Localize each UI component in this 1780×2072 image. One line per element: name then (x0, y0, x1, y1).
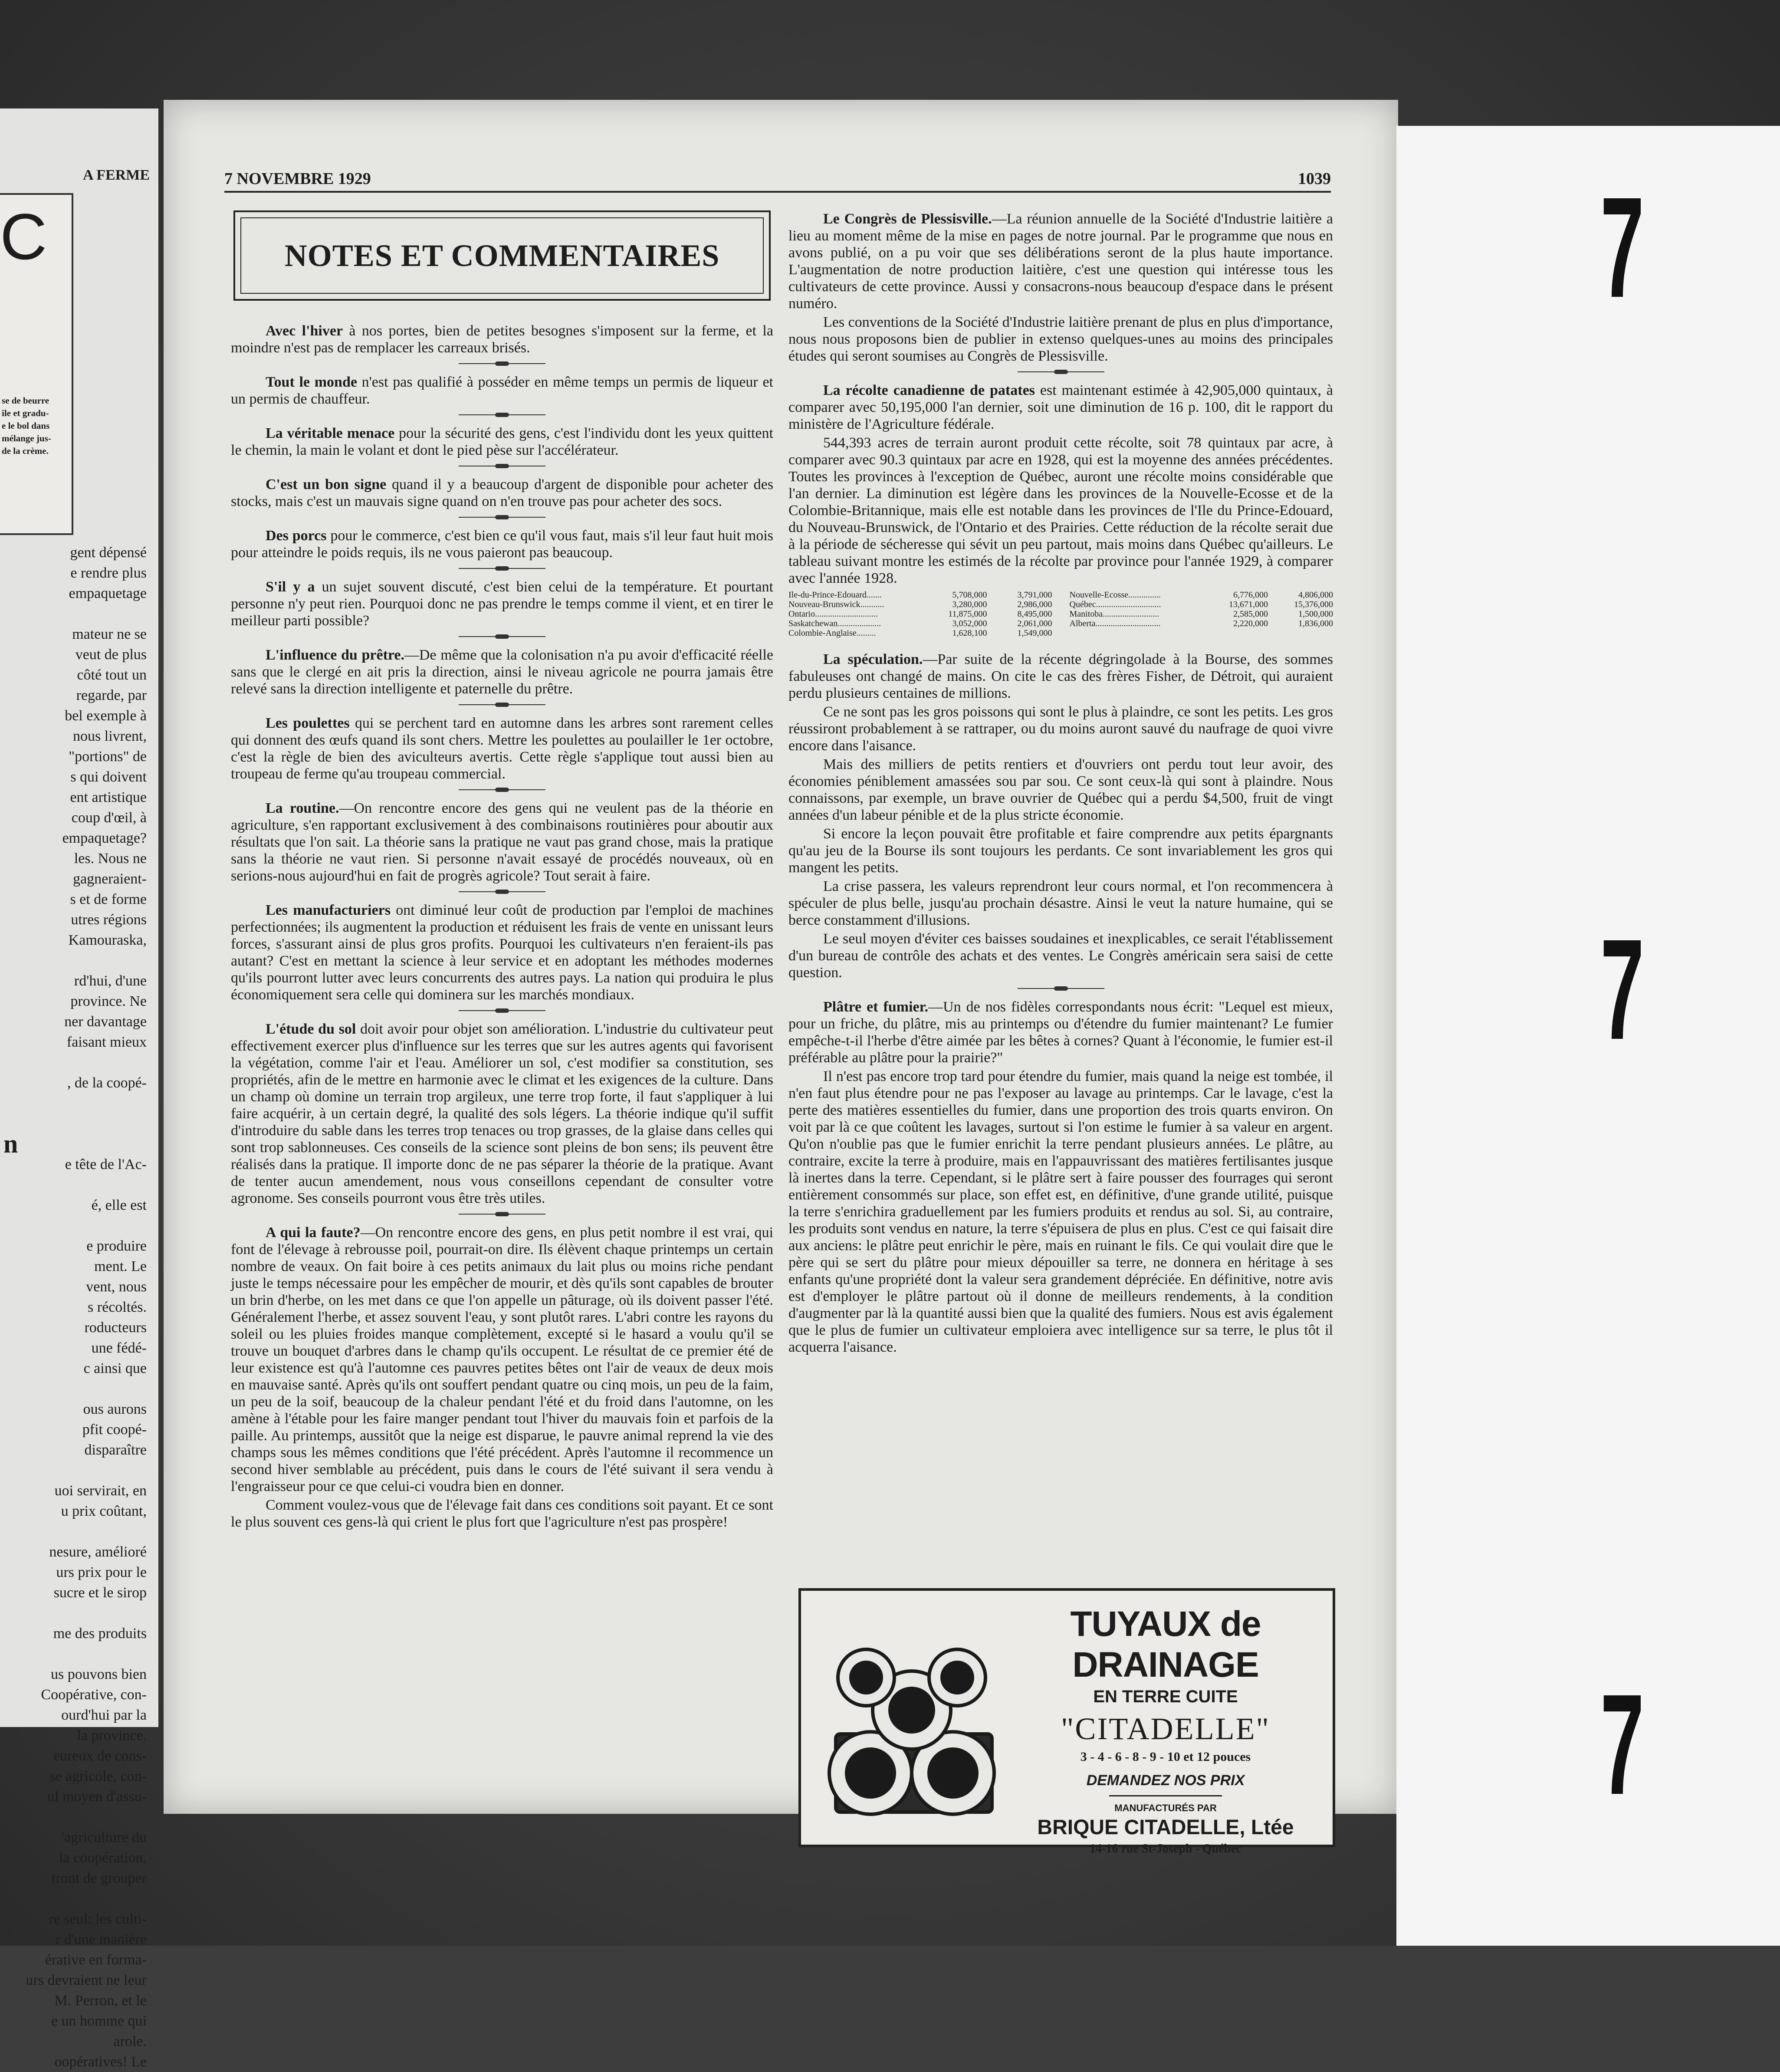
fragment-line: , de la coopé- (67, 1075, 147, 1091)
fragment-line: c ainsi que (83, 1360, 147, 1376)
line-gap (3, 1113, 147, 1134)
article-paragraph (231, 374, 773, 407)
fragment-line: e un homme qui (51, 2013, 147, 2029)
scan-target-strip (1396, 126, 1780, 1946)
box-text-line: ile et gradu- (2, 408, 49, 418)
fragment-line: e rendre plus (70, 565, 147, 581)
ornament-divider (459, 886, 545, 897)
fragment-heading: n (3, 1130, 18, 1158)
article-text: Il n'est pas encore trop tard pour étendre du fumier, mais quand la neige est tombée, il n'en faut plus étendre pour ne pas l'exposer au lavage au printemps. Car le lavage, c'est la perte des matières essentielles du fumier, dans une proportion des trois quarts environ. On voit par là ce que coûtent les lavages, surtout si l'on estime le fumier à sa valeur en argent. Qu'on n'oublie pas que le fumier enrichit la terre pendant plusieurs années. Le plâtre, au contraire, excite la terre à produire, mais en l'appauvrissant des matières fertilisantes jusque là inertes dans la terre. Cependant, si le plâtre sert à faire pousser des fourrages qui seront entièrement consommés sur place, son effet est, en définitive, d'une grande utilité, puisque la terre s'enrichira graduellement par les fumiers produits et rendus au sol. Si, au contraire, les produits sont vendus en nature, la terre s'épuisera de plus en plus. C'est ce qui faisait dire aux anciens: le plâtre peut enrichir le père, mais en ruinant le fils. Ce qui voulait dire que le père qui se sert du plâtre pour mieux dépouiller sa terre, ne donnera en héritage à ses enfants qu'une propriété dont la valeur sera grandement dépréciée. En définitive, notre avis est d'employer le plâtre partout où il donne de meilleurs rendements, à la condition d'augmenter par là la quantité aussi bien que la qualité des fumiers. Nous est avis également que le plus de fumier un cultivateur emploiera avec intelligence sur sa terre, le plus tôt il acquerra l'aisance. (788, 1068, 1333, 1355)
line-gap (3, 1521, 147, 1542)
previous-page-box-text (2, 394, 67, 457)
stats-1929: 2,220,000 (1233, 619, 1268, 628)
ad-maker: BRIQUE CITADELLE, Ltée (1037, 1816, 1294, 1839)
stats-1928: 2,061,000 (1017, 619, 1052, 628)
line-gap (3, 1807, 147, 1827)
article-paragraph (788, 314, 1333, 364)
ad-sizes: 3 - 4 - 6 - 8 - 9 - 10 et 12 pouces (1080, 1750, 1251, 1764)
article-paragraph (231, 476, 773, 510)
line-gap (3, 950, 147, 971)
previous-page-box (0, 193, 73, 535)
stats-province: Manitoba.......................... (1069, 609, 1159, 619)
article-text: pour le commerce, c'est bien ce qu'il vous faut, mais s'il leur faut huit mois pour atteindre le poids requis, ils ne vous paieront pas beaucoup. (231, 528, 774, 561)
fragment-line: M. Perron, et le (54, 1993, 147, 2009)
fragment-line: sucre et le sirop (53, 1585, 147, 1601)
ad-call-to-action: DEMANDEZ NOS PRIX (1086, 1772, 1245, 1789)
article-paragraph (788, 651, 1333, 702)
target-mark-7: 7 (1600, 1664, 1644, 1824)
article-text: —On rencontre encore des gens qui ne veulent pas de la théorie en agriculture, s'en rapportant exclusivement à des combinaisons routinières pour aboutir aux résultats que l'on sait. La théorie sans la pratique ne vaut pas grand chose, mais la pratique sans la théorie ne vaut rien. Si personne n'avait essayé de procédés nouveaux, où en serions-nous aujourd'hui en fait de progrès agricole? Tout serait à faire. (231, 800, 773, 884)
line-gap (3, 1052, 147, 1073)
stats-row (1070, 600, 1333, 609)
article-paragraph (788, 1068, 1333, 1356)
previous-page-text (3, 542, 147, 2072)
right-column (788, 210, 1333, 1357)
fragment-line: ul moyen d'assu- (47, 1789, 147, 1805)
stats-row (1070, 619, 1333, 628)
fragment-line: é, elle est (91, 1197, 147, 1213)
section-title: NOTES ET COMMENTAIRES (240, 217, 764, 294)
article-text: Mais des milliers de petits rentiers et d'ouvriers ont perdu tout leur avoir, des économies péniblement amassées sou par sou. Ce sont ceux-là qui sont à plaindre. Nous connaissons, par exemple, un brave ouvrier de Québec qui a perdu $4,500, fruit de vingt années d'un labeur pénible et de la plus stricte économie. (788, 756, 1333, 823)
target-mark-7: 7 (1600, 909, 1644, 1069)
line-gap (3, 1603, 147, 1623)
fragment-line: ourd'hui par la (61, 1707, 147, 1723)
fragment-line: rd'hui, d'une (74, 973, 147, 989)
article-paragraph (231, 1021, 773, 1207)
stats-1929: 5,708,000 (952, 590, 987, 600)
article-text: pour la sécurité des gens, c'est l'individu dont les yeux quittent le chemin, la main le volant et dont le pied pèse sur l'accélérateur. (231, 425, 773, 458)
article-lead: Des porcs (266, 528, 327, 544)
ad-maker-label: MANUFACTURÉS PAR (1114, 1803, 1217, 1813)
article-paragraph (788, 756, 1333, 824)
fragment-line: ous aurons (83, 1401, 147, 1417)
article-paragraph (231, 902, 773, 1003)
fragment-line: Coopérative, con- (41, 1687, 147, 1703)
fragment-line: ner davantage (64, 1014, 147, 1030)
fragment-line: eureux de cons- (53, 1748, 147, 1764)
potato-stats-table (788, 590, 1333, 638)
stats-row (1070, 609, 1333, 619)
stats-1928: 1,836,000 (1298, 619, 1333, 628)
box-text-line: mélange jus- (2, 433, 51, 443)
fragment-line: province. Ne (70, 993, 147, 1009)
ornament-divider (459, 699, 545, 710)
article-lead: Les poulettes (266, 715, 350, 731)
newspaper-page (164, 100, 1398, 1855)
fragment-line: érative en forma- (45, 1952, 147, 1968)
ornament-divider (459, 784, 545, 795)
box-text-line: se de beurre (2, 395, 49, 406)
fragment-line: ment. Le (94, 1258, 147, 1274)
fragment-line: faisant mieux (66, 1034, 147, 1050)
stats-province: Alberta.............................. (1069, 619, 1161, 628)
page-date: 7 NOVEMBRE 1929 (224, 170, 371, 188)
line-gap (3, 1460, 147, 1481)
ornament-divider (459, 631, 545, 642)
fragment-line: re seul: les culti- (49, 1911, 147, 1927)
article-text: doit avoir pour objet son amélioration. L'industrie du cultivateur peut effectivement exercer plus d'influence sur les terres que sur les autres agents qui favorisent la végétation, comme l'air et l'eau. Améliorer un sol, c'est modifier sa constitution, ses propriétés, afin de le mettre en harmonie avec le climat et les exigences de la culture. Dans un champ où domine un terrain trop argileux, une terre trop forte, il faut s'appliquer à lui faire acquérir, à un certain degré, la qualité des sols légers. La théorie indique qu'il suffit d'introduire du sable dans les terres trop tenaces ou trop grasses, de la glaise dans celles qui sont trop sablonneuses. Ces conseils de la science sont pleins de bon sens; ils peuvent être réalisés dans la pratique. Il importe donc de ne pas séparer la théorie de la pratique. Avant de tenter aucun amendement, nous vous conseillons cependant de consulter votre agronome. Ses conseils pourront vous être très utiles. (231, 1021, 773, 1206)
stats-1929: 6,776,000 (1233, 590, 1268, 600)
fragment-line: la coopération, (59, 1850, 147, 1866)
fragment-line: vent, nous (86, 1279, 147, 1295)
article-paragraph (231, 527, 773, 561)
article-text: ont diminué leur coût de production par l'emploi de machines perfectionnées; ils augmentent la production et réduisent les frais de vente en unissant leurs forces, s'assurant ainsi de plus gros profits. Pourquoi les cultivateurs n'en feraient-ils pas autant? C'est en mettant la science à leur service et en adoptant les méthodes modernes qu'ils pourront lutter avec leurs concurrents des autres pays. La nation qui produira le plus économiquement sera celle qui dominera sur les marchés mondiaux. (231, 902, 773, 1003)
fragment-line: oopératives! Le (54, 2054, 147, 2070)
left-column (231, 210, 773, 1532)
article-paragraph (788, 703, 1333, 754)
stats-province: Saskatchewan.................... (788, 619, 881, 628)
article-lead: S'il y a (266, 579, 315, 595)
article-text: La crise passera, les valeurs reprendront leur cours normal, et l'on recommencera à spéculer de plus belle, jusqu'au prochain désastre. Ainsi le veut la nature humaine, qui se berce constamment d'illusions. (788, 878, 1333, 928)
article-text: —De même que la colonisation n'a pu avoir d'efficacité réelle sans que le clergé en ait pris la direction, ainsi le niveau agricole ne pourra jamais être relevé sans la direction intelligente et paternelle du prêtre. (231, 647, 773, 697)
section-title-box (233, 210, 771, 301)
article-paragraph (231, 322, 773, 356)
article-lead: L'influence du prêtre. (266, 647, 404, 663)
article-paragraph (788, 825, 1333, 876)
fragment-line: côté tout un (77, 667, 147, 683)
fragment-line: tront de grouper (51, 1870, 147, 1886)
article-lead: La véritable menace (266, 425, 395, 441)
ad-text (1009, 1604, 1322, 1856)
fragment-line: "portions" de (69, 749, 147, 765)
fragment-line: s récoltés. (88, 1299, 147, 1315)
article-text: Les conventions de la Société d'Industrie laitière prenant de plus en plus d'importance, nous nous proposons bien de publier in extenso quelques-unes au moins des principales études qui seront soumises au Congrès de Plessisville. (788, 314, 1333, 364)
fragment-line: empaquetage? (62, 830, 147, 846)
stats-1928: 4,806,000 (1298, 590, 1333, 600)
fragment-line: nesure, amélioré (49, 1544, 147, 1560)
article-lead: La spéculation. (823, 651, 923, 667)
article-text: n'est pas qualifié à posséder en même temps un permis de liqueur et un permis de chauffeur. (231, 374, 773, 407)
line-gap (3, 1093, 147, 1113)
stats-row (788, 609, 1052, 619)
fragment-line: regarde, par (76, 687, 147, 703)
stats-province: Québec.............................. (1069, 600, 1161, 609)
stats-province: Ontario............................. (788, 609, 878, 619)
article-paragraph (231, 800, 773, 884)
fragment-line: gent dépensé (70, 545, 147, 561)
article-lead: Les manufacturiers (266, 902, 391, 918)
article-paragraph (231, 1224, 773, 1495)
stats-row (788, 600, 1052, 609)
article-paragraph (788, 998, 1333, 1066)
stats-1928: 8,495,000 (1017, 609, 1052, 619)
article-text: qui se perchent tard en automne dans les arbres sont rarement celles qui donnent des œufs quand ils sont chers. Mettre les poulettes au poulailler le 1er octobre, c'est la règle de bien des aviculteurs avertis. Cette règle s'applique tout aussi bien au troupeau de ferme qu'au troupeau commercial. (231, 715, 773, 782)
article-text: 544,393 acres de terrain auront produit cette récolte, soit 78 quintaux par acre, à comparer avec 90.3 quintaux par acre en 1928, qui est la moyenne des années précédentes. Toutes les provinces à l'exception de Québec, auront une récolte moins considérable que l'an dernier. La diminution est légère dans les provinces de la Nouvelle-Ecosse et de la Colombie-Britannique, mais elle est notable dans les provinces de l'Ile du Prince-Edouard, du Nouveau-Brunswick, de l'Ontario et des Prairies. Cette réduction de la récolte serait due à la période de sécheresse qui sévit un peu partout, mais moins dans Québec qu'ailleurs. Le tableau suivant montre les estimés de la récolte par province pour l'année 1929, à comparer avec l'année 1928. (788, 435, 1333, 586)
left-column-articles (231, 322, 773, 1530)
ornament-divider (459, 460, 545, 472)
article-lead: Tout le monde (266, 374, 357, 390)
stats-1928: 3,791,000 (1017, 590, 1052, 600)
fragment-line: une fédé- (91, 1340, 147, 1356)
fragment-line: pfit coopé- (82, 1422, 147, 1438)
article-paragraph (231, 1497, 773, 1530)
article-text: quand il y a beaucoup d'argent de disponible pour acheter des stocks, mais c'est un mauvais signe quand on n'en trouve pas pour acheter des socs. (231, 476, 773, 509)
line-gap (3, 604, 147, 624)
stats-row (1070, 590, 1333, 600)
drainage-pipe-advertisement (798, 1588, 1335, 1855)
stats-province: Nouveau-Brunswick........... (788, 600, 884, 609)
page-header (224, 169, 1331, 193)
fragment-line: roducteurs (84, 1320, 147, 1336)
ornament-divider (1018, 983, 1104, 994)
article-paragraph (788, 210, 1333, 312)
article-text: Si encore la leçon pouvait être profitable et faire comprendre aux petits épargnants qu'au jeu de la Bourse ils sont toujours les perdants. Ce sont invariablement les gros qui mangent les petits. (788, 826, 1333, 876)
article-paragraph (231, 647, 773, 697)
fragment-line: la province. (77, 1727, 147, 1744)
ad-rule (1109, 1795, 1222, 1796)
fragment-line: coup d'œil, à (71, 810, 147, 826)
fragment-line: 'agriculture du (62, 1829, 147, 1845)
fragment-line: me des produits (53, 1625, 147, 1642)
fragment-line: se agricole, con- (49, 1768, 147, 1784)
article-lead: La récolte canadienne de patates (823, 382, 1035, 398)
line-gap (3, 1379, 147, 1399)
article-text: —Par suite de la récente dégringolade à la Bourse, des sommes fabuleuses ont changé de mains. On cite le cas des frères Fisher, de Détroit, qui auraient perdu plusieurs centaines de millions. (788, 651, 1333, 701)
article-lead: Avec l'hiver (266, 323, 343, 339)
article-lead: L'étude du sol (266, 1021, 356, 1037)
stats-row (788, 590, 1052, 600)
article-text: Le seul moyen d'éviter ces baisses soudaines et inexplicables, ce serait l'établissement d'un bureau de contrôle des achats et des ventes. Le Congrès américain sera saisi de cette question. (788, 931, 1333, 981)
stats-1928: 1,549,000 (1017, 628, 1052, 638)
previous-page-fragment (0, 108, 158, 2070)
article-text: à nos portes, bien de petites besognes s'imposent sur la ferme, et la moindre n'est pas de remplacer les carreaux brisés. (231, 323, 773, 356)
box-text-line: e le bol dans (2, 420, 50, 431)
ornament-divider (459, 512, 545, 523)
stats-1929: 13,671,000 (1229, 600, 1268, 609)
ornament-divider (459, 409, 545, 420)
article-speculation (788, 651, 1333, 981)
stats-1928: 15,376,000 (1294, 600, 1333, 609)
fragment-line: bel exemple à (65, 708, 147, 724)
stats-province: Nouvelle-Ecosse............... (1069, 590, 1161, 600)
stats-province: Ile-du-Prince-Edouard....... (788, 590, 882, 600)
line-gap (3, 1215, 147, 1236)
fragment-line: ent artistique (70, 789, 147, 805)
stats-1928: 1,500,000 (1298, 609, 1333, 619)
article-text: —La réunion annuelle de la Société d'Industrie laitière a lieu au moment même de la mise en pages de notre journal. Par le programme que nous en avons publié, on a pu voir que ses délibérations seront de la plus haute importance. L'augmentation de notre production laitière, c'est une question qui intéresse tous les cultivateurs de cette province. Aussi y consacrons-nous beaucoup d'espace dans le présent numéro. (788, 211, 1333, 312)
line-gap (3, 1888, 147, 1909)
fragment-line: e tête de l'Ac- (65, 1156, 147, 1172)
article-recolte (788, 382, 1333, 587)
ad-subheadline: EN TERRE CUITE (1093, 1687, 1238, 1706)
article-lead: Le Congrès de Plessisville. (823, 211, 992, 227)
article-paragraph (788, 930, 1333, 981)
fragment-line: disparaître (84, 1442, 147, 1458)
ad-headline: TUYAUX de DRAINAGE (1070, 1604, 1261, 1685)
article-text: Ce ne sont pas les gros poissons qui sont le plus à plaindre, ce sont les petits. Les gros réussiront probablement à se rattraper, ou du moins auront sauvé du naufrage de quoi vivre encore dans l'aisance. (788, 704, 1333, 754)
fragment-line: uoi servirait, en (54, 1483, 147, 1499)
fragment-line: u prix coûtant, (61, 1503, 147, 1519)
previous-page-header: A FERME (83, 167, 150, 183)
ornament-divider (459, 358, 545, 369)
fragment-line: empaquetage (69, 585, 147, 601)
fragment-line: e produire (86, 1238, 147, 1254)
article-paragraph (231, 715, 773, 782)
fragment-line: gagneraient- (73, 871, 147, 887)
fragment-line: s qui doivent (70, 769, 147, 785)
ad-address: 14-16 rue St-Joseph - Québec (1090, 1842, 1241, 1855)
article-platre (788, 998, 1333, 1356)
article-text: est maintenant estimée à 42,905,000 quintaux, à comparer avec 50,195,000 l'an dernier, soit une diminution de 16 p. 100, dit le rapport du ministère de l'Agriculture fédérale. (788, 382, 1333, 432)
article-lead: La routine. (266, 800, 339, 816)
line-gap (3, 1175, 147, 1195)
fragment-line: mateur ne se (72, 626, 147, 642)
ornament-divider (459, 1005, 545, 1016)
fragment-line: urs devraient ne leur (26, 1972, 147, 1988)
stats-1929: 3,052,000 (952, 619, 987, 628)
fragment-line: les. Nous ne (74, 850, 147, 867)
article-text: —Un de nos fidèles correspondants nous écrit: "Lequel est mieux, pour un friche, du plâtre, mis au printemps ou d'étendre du fumier maintenant? Le fumier empêche-t-il l'herbe d'être aimée par les bêtes à cornes? Quant à l'économie, le fumier est-il préférable au plâtre pour la prairie?" (788, 999, 1333, 1066)
stats-1929: 1,628,100 (952, 628, 987, 638)
fragment-line: arole. (113, 2033, 147, 2049)
article-text: un sujet souvent discuté, c'est bien celui de la température. Et pourtant personne n'y peut rien. Pourquoi donc ne pas prendre le temps comme il vient, et en tirer le meilleur parti possible? (231, 579, 773, 629)
article-paragraph (788, 382, 1333, 433)
article-lead: C'est un bon signe (266, 476, 387, 493)
article-congres (788, 210, 1333, 364)
box-text-line: de la crème. (2, 446, 49, 456)
pipes-illustration (818, 1630, 1005, 1821)
fragment-line: us pouvons bien (51, 1666, 147, 1682)
fragment-line: urs prix pour le (56, 1564, 147, 1580)
fragment-line: r d'une manière (55, 1931, 147, 1947)
ad-brand: "CITADELLE" (1061, 1711, 1270, 1746)
ornament-divider (459, 563, 545, 574)
article-text: —On rencontre encore des gens, en plus petit nombre il est vrai, qui font de l'élevage à rebrousse poil, pourrait-on dire. Ils élèvent chaque printemps un certain nombre de veaux. On fait boire à ces petits animaux du lait plus ou moins riche pendant juste le temps nécessaire pour les empêcher de mourir, et dès qu'ils sont capables de brouter un brin d'herbe, on les met dans ce que l'on appelle un pâturage, où ils doivent passer l'été. Généralement l'herbe, et assez souvent l'eau, y sont plutôt rares. L'abri contre les rayons du soleil ou les pluies froides manque complètement, excepté si le hasard a voulu qu'il se trouve un bouquet d'arbres dans le champ qu'ils occupent. Le résultat de ce premier été de leur existence est qu'à l'automne ces pauvres petites bêtes ont l'air de veaux de deux mois en mauvaise santé. Après qu'ils ont souffert pendant quatre ou cinq mois, un peu de la faim, un peu de la soif, beaucoup de la chaleur pendant l'été et du froid dans l'automne, on les amène à l'étable pour les faire manger pendant tout l'hiver du mauvais foin et parfois de la paille. Au printemps, aussitôt que la neige est disparue, le pauvre animal reprend la vie des champs sous les mêmes conditions que l'été précédent. Après l'automne il recommence un second hiver semblable au précédent, puis dans le cours de l'été suivant il sera vendu à l'engraisseur pour ce que celui-ci voudra bien en donner. (231, 1225, 773, 1494)
stats-row (788, 619, 1052, 628)
stats-1929: 2,585,000 (1233, 609, 1268, 619)
fragment-line: Kamouraska, (68, 932, 147, 948)
article-paragraph (788, 434, 1333, 587)
fragment-line: s et de forme (70, 891, 147, 907)
article-text: Comment voulez-vous que de l'élevage fait dans ces conditions soit payant. Et ce sont le plus souvent ces gens-là qui crient le plus fort que l'agriculture n'est pas prospère! (231, 1497, 773, 1530)
stats-1929: 11,875,000 (948, 609, 987, 619)
article-paragraph (231, 578, 773, 629)
stats-1929: 3,280,000 (952, 600, 987, 609)
fragment-line: utres régions (71, 912, 147, 928)
stats-row (788, 628, 1052, 638)
page-number: 1039 (1298, 170, 1331, 188)
target-mark-7: 7 (1600, 167, 1644, 327)
previous-page-box-letter: C (0, 200, 47, 273)
article-paragraph (231, 425, 773, 459)
fragment-line: veut de plus (75, 647, 147, 663)
article-lead: Plâtre et fumier. (823, 999, 929, 1015)
article-lead: A qui la faute? (266, 1225, 361, 1241)
stats-1928: 2,986,000 (1017, 600, 1052, 609)
line-gap (3, 1644, 147, 1664)
ornament-divider (459, 1208, 545, 1220)
article-paragraph (788, 878, 1333, 929)
ornament-divider (1018, 366, 1104, 378)
fragment-line: nous livrent, (73, 728, 147, 744)
stats-province: Colombie-Anglaise......... (788, 628, 876, 638)
